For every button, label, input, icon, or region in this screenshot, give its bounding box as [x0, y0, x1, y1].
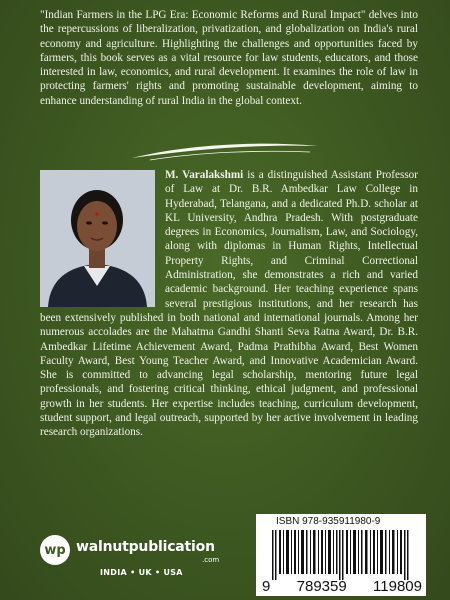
publisher-countries: INDIA • UK • USA [100, 568, 183, 577]
decorative-swoosh [130, 138, 320, 162]
photo-spacer [40, 168, 158, 310]
book-blurb: "Indian Farmers in the LPG Era: Economic Reforms and Rural Impact" delves into the repercussions of liberalization, privatization, and globalization on India's rural economy and agriculture. Highlighting the challenges and opportunities faced by farmers, this book serves as a vital resource for law students, educators, and those interested in law, economics, and rural development. It examines the role of law in protecting farmers' rights and promoting sustainable development, aiming to enhance understanding of rural India in the global context. [40, 9, 418, 107]
barcode-digit-lead: 9 [262, 578, 271, 595]
barcode-digits [262, 578, 422, 595]
author-name: M. Varalakshmi [165, 169, 244, 181]
publisher-name: walnutpublication [76, 539, 215, 555]
publisher-domain-suffix: .com [202, 556, 220, 564]
barcode-bars [264, 530, 419, 580]
author-bio [40, 168, 418, 440]
author-bio-text: is a distinguished Assistant Professor of Law at Dr. B.R. Ambedkar Law College in Hyderabad, Telangana, and a dedicated Ph.D. scholar at KL University, Andhra Pradesh. With postgraduate degrees in Economics, Journalism, Law, and Sociology, along with diplomas in Human Rights, Intellectual Property Rights, and Criminal Correctional Administration, she demonstrates a rich and varied academic background. Her teaching experience spans several prestigious institutions, and her research has been extensively published in both national and international journals. Among her numerous accolades are the Mahatma Gandhi Shanti Seva Ratna Award, Dr. B.R. Ambedkar Lifetime Achievement Award, Padma Prathibha Award, Best Women Faculty Award, Best Young Teacher Award, and Innovative Academician Award. She is committed to advancing legal scholarship, mentoring future legal professionals, and fostering critical thinking, ethical judgment, and professional growth in her students. Her expertise includes teaching, curriculum development, student support, and legal outreach, supported by her active involvement in leading research organizations. [40, 169, 418, 439]
isbn-number: ISBN 978-935911980-9 [276, 516, 381, 527]
publisher-branding [40, 535, 240, 585]
isbn-barcode [256, 514, 426, 596]
barcode-digits-right: 119809 [373, 578, 422, 595]
barcode-digits-left: 789359 [296, 578, 347, 595]
publisher-logo-icon: wp [40, 535, 70, 565]
